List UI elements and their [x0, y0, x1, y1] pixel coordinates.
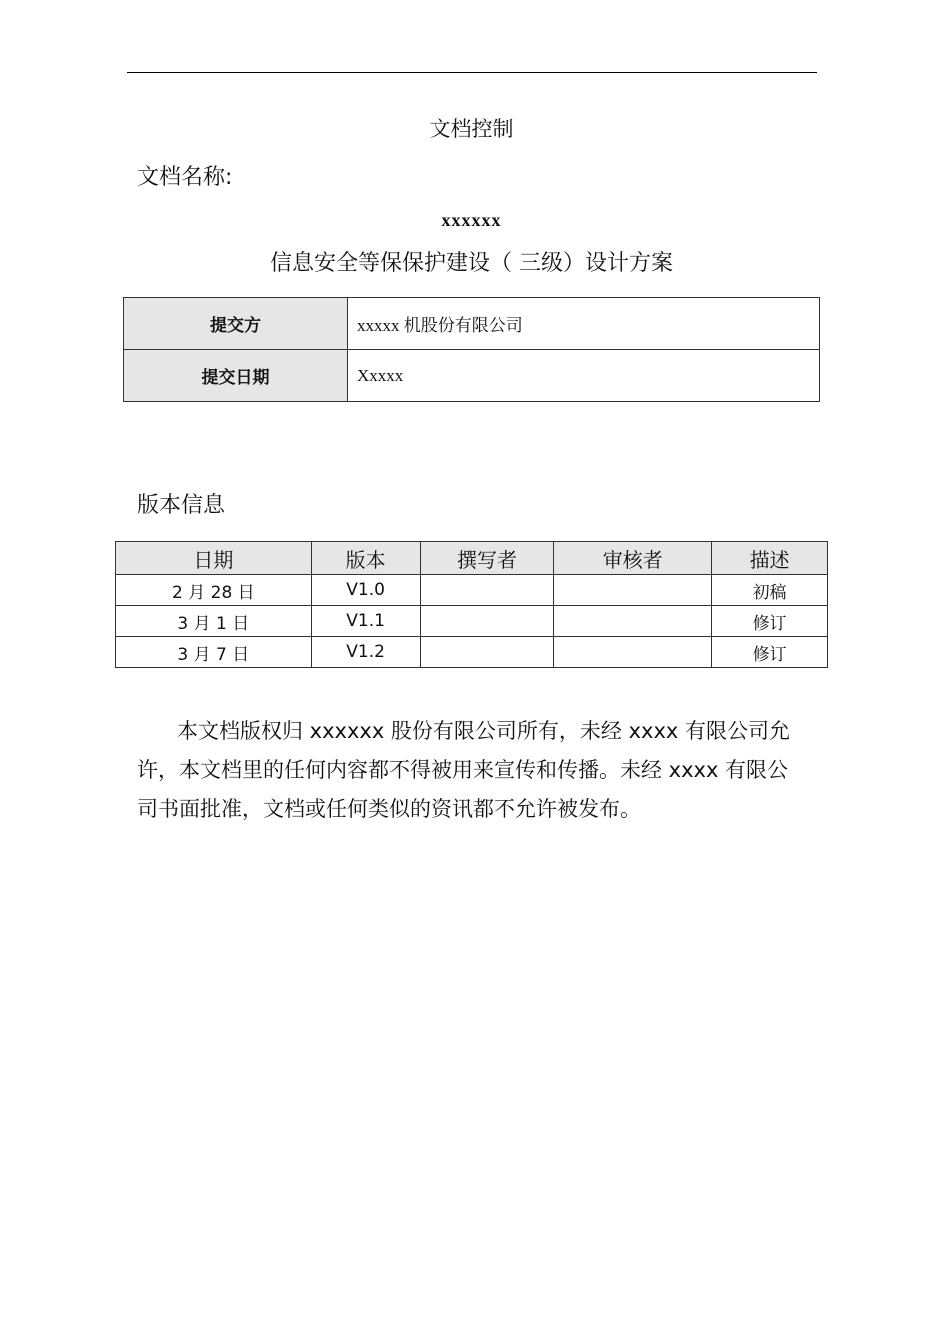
cell-reviewer: [554, 606, 712, 637]
header-rule: [127, 72, 817, 73]
table-row: [124, 298, 820, 350]
project-title: 信息安全等保保护建设（ 三级）设计方案: [270, 251, 673, 276]
cell-date: 3 月 7 日: [116, 637, 312, 668]
submitter-value: xxxxx 机股份有限公司: [348, 298, 820, 350]
column-header-reviewer: 审核者: [554, 542, 712, 575]
cell-version: V1.1: [311, 606, 420, 637]
cell-date: 2 月 28 日: [116, 575, 312, 606]
column-header-author: 撰写者: [420, 542, 554, 575]
cell-reviewer: [554, 637, 712, 668]
submit-date-value: Xxxxx: [348, 350, 820, 402]
version-history-table: [115, 541, 828, 668]
submission-info-table: [123, 297, 820, 402]
cell-version: V1.0: [311, 575, 420, 606]
cell-author: [420, 575, 554, 606]
cell-version: V1.2: [311, 637, 420, 668]
table-header-row: [116, 542, 828, 575]
table-row: [116, 606, 828, 637]
cell-description: 初稿: [712, 575, 828, 606]
document-name-label: 文档名称:: [137, 165, 233, 190]
document-control-title: 文档控制: [429, 117, 514, 141]
cell-description: 修订: [712, 637, 828, 668]
cell-author: [420, 637, 554, 668]
cell-reviewer: [554, 575, 712, 606]
submit-date-label: 提交日期: [124, 350, 348, 402]
table-row: [116, 637, 828, 668]
cell-author: [420, 606, 554, 637]
cell-date: 3 月 1 日: [116, 606, 312, 637]
column-header-date: 日期: [116, 542, 312, 575]
submitter-label: 提交方: [124, 298, 348, 350]
version-info-heading: 版本信息: [137, 493, 226, 518]
column-header-description: 描述: [712, 542, 828, 575]
table-row: [116, 575, 828, 606]
cell-description: 修订: [712, 606, 828, 637]
copyright-notice: 本文档版权归 xxxxxx 股份有限公司所有，未经 xxxx 有限公司允许，本文档里的任何内容都不得被用来宣传和传播。未经 xxxx 有限公司书面批准，文档或任何类似的资讯都不允许被发布。: [137, 719, 790, 821]
column-header-version: 版本: [311, 542, 420, 575]
project-code: xxxxxx: [441, 210, 502, 230]
table-row: [124, 350, 820, 402]
